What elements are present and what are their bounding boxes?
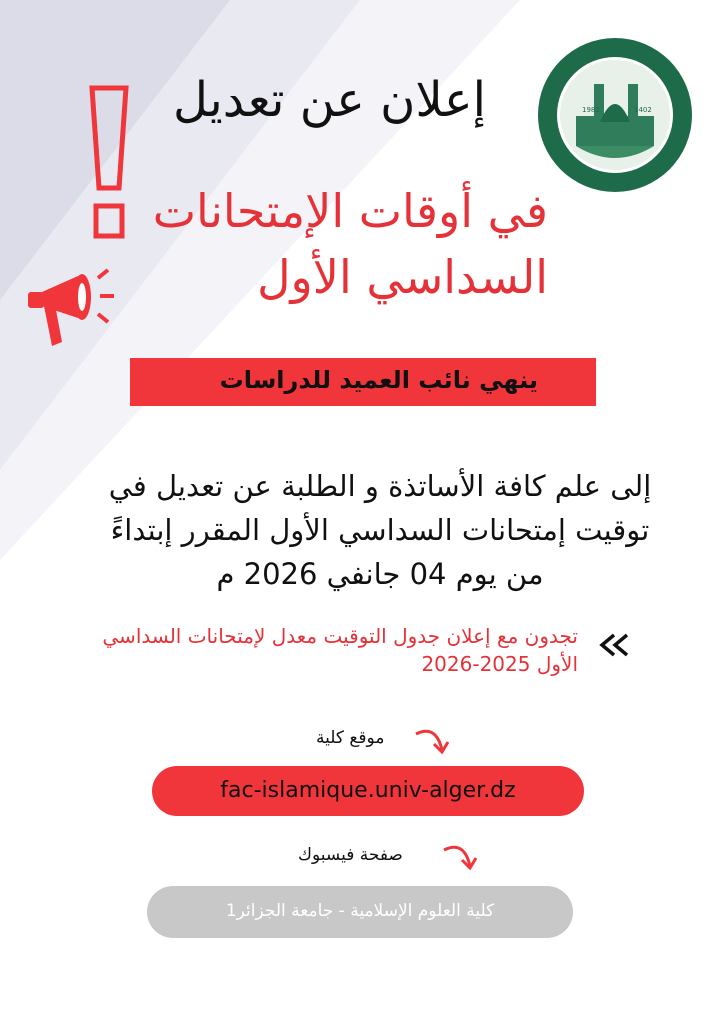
curved-arrow-icon	[440, 842, 480, 876]
announcement-title: إعلان عن تعديل	[173, 72, 486, 128]
schedule-note	[50, 622, 578, 678]
body-line-2: توقيت إمتحانات السداسي الأول المقرر إبتداءً	[110, 513, 650, 547]
megaphone-icon	[22, 256, 122, 356]
svg-text:1982: 1982	[582, 106, 600, 114]
facebook-link-button[interactable]	[147, 886, 573, 938]
vice-dean-banner	[130, 358, 596, 406]
website-link-button[interactable]	[152, 766, 584, 816]
banner-text: ينهي نائب العميد للدراسات	[219, 366, 538, 394]
subtitle-line-2: السداسي الأول	[257, 250, 548, 304]
note-line-1: تجدون مع إعلان جدول التوقيت معدل لإمتحانات السداسي	[102, 624, 578, 648]
exclamation-icon	[86, 84, 132, 244]
curved-arrow-icon	[412, 726, 452, 760]
body-line-3: من يوم 04 جانفي 2026 م	[216, 557, 544, 591]
body-line-1: إلى علم كافة الأساتذة و الطلبة عن تعديل في	[108, 469, 652, 503]
announcement-body	[70, 464, 690, 596]
subtitle-line-1: في أوقات الإمتحانات	[152, 184, 548, 238]
announcement-subtitle	[153, 178, 548, 310]
note-line-2: الأول 2025-2026	[421, 652, 578, 676]
svg-text:1402: 1402	[634, 106, 652, 114]
facebook-label: صفحة فيسبوك	[298, 845, 403, 865]
website-url[interactable]: fac-islamique.univ-alger.dz	[220, 778, 516, 803]
double-chevron-left-icon	[596, 632, 632, 658]
website-label: موقع كلية	[316, 728, 385, 748]
university-logo	[536, 36, 694, 194]
facebook-page-name[interactable]: كلية العلوم الإسلامية - جامعة الجزائر1	[225, 901, 495, 921]
